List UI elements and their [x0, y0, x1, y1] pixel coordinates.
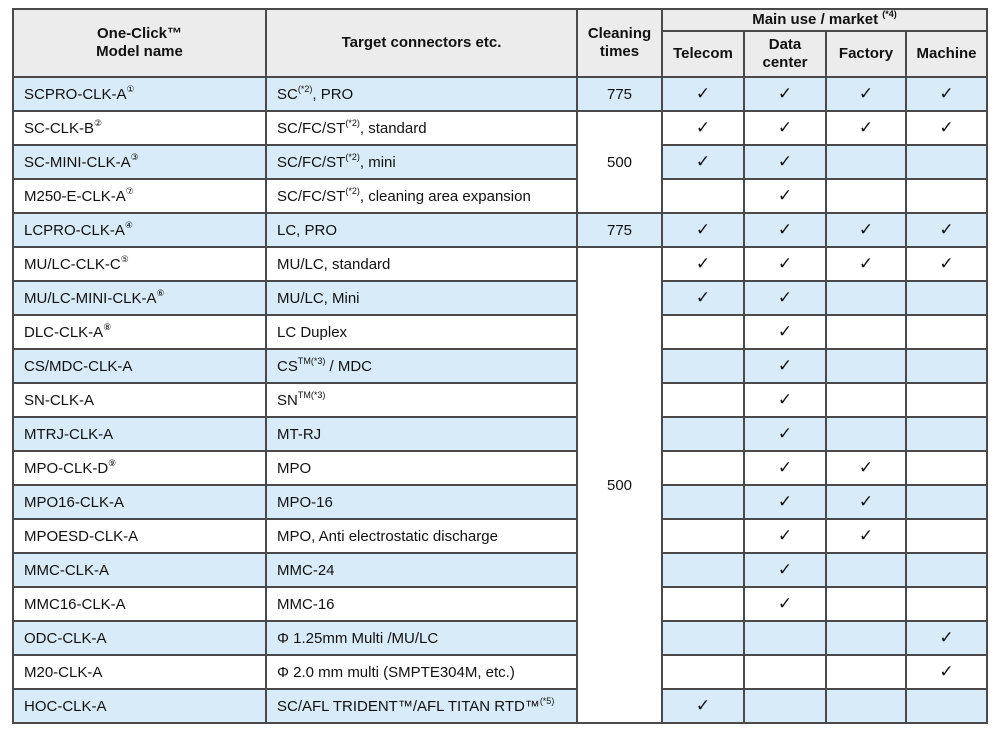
market-telecom-cell: [662, 77, 744, 111]
model-name: CS/MDC-CLK-A: [24, 357, 133, 375]
target-connector-text: LC Duplex: [277, 323, 348, 341]
model-name: MPO-CLK-D: [24, 459, 109, 477]
target-connector-cell: [266, 485, 577, 519]
market-data-center-cell: [744, 553, 826, 587]
table-row: [13, 519, 987, 553]
model-name-cell: [13, 485, 266, 519]
header-main-use-note: (*4): [882, 9, 897, 19]
table-row: [13, 621, 987, 655]
model-circled-number: ⑥: [156, 287, 165, 298]
target-connector-suffix: , PRO: [312, 85, 354, 103]
market-data-center-cell: [744, 587, 826, 621]
market-data-center-cell: [744, 77, 826, 111]
model-name-cell: [13, 281, 266, 315]
market-factory-cell: [826, 485, 906, 519]
target-connector-text: MT-RJ: [277, 425, 322, 443]
target-connector-cell: [266, 315, 577, 349]
market-telecom-cell: [662, 417, 744, 451]
target-connector-cell: [266, 349, 577, 383]
model-name: HOC-CLK-A: [24, 697, 107, 715]
check-mark-icon: ✓: [777, 594, 793, 613]
table-row: [13, 655, 987, 689]
cleaning-times-cell: 500: [577, 247, 662, 723]
market-telecom-cell: [662, 383, 744, 417]
target-connector-text: MMC-16: [277, 595, 335, 613]
header-market-factory: Factory: [826, 31, 906, 77]
model-name: SC-MINI-CLK-A: [24, 153, 131, 171]
model-name: LCPRO-CLK-A: [24, 221, 125, 239]
target-connector-cell: [266, 145, 577, 179]
model-name-cell: [13, 315, 266, 349]
target-connector-text: Φ 2.0 mm multi (SMPTE304M, etc.): [277, 663, 515, 681]
check-mark-icon: ✓: [777, 356, 793, 375]
market-machine-cell: [906, 179, 987, 213]
market-data-center-cell: [744, 145, 826, 179]
model-name: MPO16-CLK-A: [24, 493, 125, 511]
market-factory-cell: [826, 145, 906, 179]
model-name-cell: [13, 111, 266, 145]
market-data-center-cell: [744, 451, 826, 485]
market-machine-cell: [906, 621, 987, 655]
market-data-center-cell: [744, 519, 826, 553]
check-mark-icon: ✓: [777, 322, 793, 341]
market-telecom-cell: [662, 247, 744, 281]
market-factory-cell: [826, 383, 906, 417]
check-mark-icon: ✓: [695, 220, 711, 239]
check-mark-icon: ✓: [858, 118, 874, 137]
model-name-cell: [13, 383, 266, 417]
model-name-cell: [13, 179, 266, 213]
market-factory-cell: [826, 689, 906, 723]
market-factory-cell: [826, 621, 906, 655]
model-name: M20-CLK-A: [24, 663, 103, 681]
check-mark-icon: ✓: [695, 254, 711, 273]
market-data-center-cell: [744, 689, 826, 723]
target-connector-text: SC/FC/ST: [277, 119, 346, 137]
market-factory-cell: [826, 417, 906, 451]
model-circled-number: ⑦: [125, 185, 134, 196]
check-mark-icon: ✓: [777, 492, 793, 511]
check-mark-icon: ✓: [777, 220, 793, 239]
model-name-cell: [13, 621, 266, 655]
model-name: MMC16-CLK-A: [24, 595, 126, 613]
target-connector-cell: [266, 553, 577, 587]
market-telecom-cell: [662, 485, 744, 519]
check-mark-icon: ✓: [858, 526, 874, 545]
table-row: [13, 281, 987, 315]
header-main-use-label: Main use / market: [752, 11, 879, 28]
target-connector-suffix: , mini: [359, 153, 396, 171]
target-connector-cell: [266, 281, 577, 315]
market-telecom-cell: [662, 213, 744, 247]
market-telecom-cell: [662, 179, 744, 213]
model-circled-number: ②: [94, 117, 103, 128]
model-name-cell: [13, 519, 266, 553]
market-factory-cell: [826, 587, 906, 621]
table-row: [13, 417, 987, 451]
market-machine-cell: [906, 247, 987, 281]
model-name-cell: [13, 349, 266, 383]
target-connector-suffix: , cleaning area expansion: [359, 187, 531, 205]
connector-cleaner-table: [12, 8, 988, 724]
check-mark-icon: ✓: [695, 118, 711, 137]
target-connector-text: CS: [277, 357, 298, 375]
market-machine-cell: [906, 451, 987, 485]
market-machine-cell: [906, 281, 987, 315]
target-connector-cell: [266, 689, 577, 723]
target-connector-cell: [266, 417, 577, 451]
model-circled-number: ⑨: [108, 457, 117, 468]
model-name: MU/LC-CLK-C: [24, 255, 121, 273]
market-factory-cell: [826, 553, 906, 587]
market-telecom-cell: [662, 451, 744, 485]
target-connector-cell: [266, 621, 577, 655]
model-name: MMC-CLK-A: [24, 561, 109, 579]
target-footnote: (*2): [345, 117, 360, 128]
model-name: DLC-CLK-A: [24, 323, 104, 341]
target-connector-text: Φ 1.25mm Multi /MU/LC: [277, 629, 439, 647]
market-machine-cell: [906, 315, 987, 349]
target-connector-cell: [266, 587, 577, 621]
target-connector-cell: [266, 111, 577, 145]
table-row: [13, 689, 987, 723]
check-mark-icon: ✓: [939, 662, 954, 681]
market-machine-cell: [906, 77, 987, 111]
check-mark-icon: ✓: [939, 84, 954, 103]
target-connector-cell: [266, 247, 577, 281]
target-footnote: (*5): [539, 695, 555, 706]
market-data-center-cell: [744, 213, 826, 247]
target-connector-text: MPO, Anti electrostatic discharge: [277, 527, 498, 545]
check-mark-icon: ✓: [858, 492, 874, 511]
header-market-machine: Machine: [906, 31, 987, 77]
header-market-data-center: Data center: [744, 31, 826, 77]
market-telecom-cell: [662, 281, 744, 315]
target-footnote: (*2): [345, 151, 360, 162]
market-telecom-cell: [662, 553, 744, 587]
market-factory-cell: [826, 315, 906, 349]
market-telecom-cell: [662, 587, 744, 621]
target-connector-text: MPO-16: [277, 493, 333, 511]
model-name-cell: [13, 689, 266, 723]
model-circled-number: ①: [126, 83, 135, 94]
check-mark-icon: ✓: [777, 424, 793, 443]
market-machine-cell: [906, 587, 987, 621]
model-name: SN-CLK-A: [24, 391, 95, 409]
check-mark-icon: ✓: [695, 84, 711, 103]
table-row: [13, 179, 987, 213]
market-telecom-cell: [662, 519, 744, 553]
market-data-center-cell: [744, 485, 826, 519]
header-target-connectors: Target connectors etc.: [266, 9, 577, 77]
target-connector-text: LC, PRO: [277, 221, 338, 239]
table-row: [13, 315, 987, 349]
market-machine-cell: [906, 519, 987, 553]
table-row: [13, 553, 987, 587]
target-footnote: TM(*3): [297, 355, 326, 366]
target-connector-text: MU/LC, standard: [277, 255, 391, 273]
check-mark-icon: ✓: [777, 254, 793, 273]
target-connector-text: SC: [277, 85, 298, 103]
market-factory-cell: [826, 77, 906, 111]
check-mark-icon: ✓: [858, 254, 874, 273]
market-factory-cell: [826, 451, 906, 485]
market-data-center-cell: [744, 315, 826, 349]
check-mark-icon: ✓: [777, 390, 793, 409]
check-mark-icon: ✓: [695, 288, 711, 307]
model-name: MTRJ-CLK-A: [24, 425, 114, 443]
model-name: MU/LC-MINI-CLK-A: [24, 289, 157, 307]
market-factory-cell: [826, 655, 906, 689]
model-name-cell: [13, 247, 266, 281]
market-telecom-cell: [662, 689, 744, 723]
check-mark-icon: ✓: [939, 118, 954, 137]
model-name-cell: [13, 553, 266, 587]
table-row: [13, 247, 987, 281]
header-market-telecom: Telecom: [662, 31, 744, 77]
market-telecom-cell: [662, 111, 744, 145]
market-data-center-cell: [744, 655, 826, 689]
market-data-center-cell: [744, 111, 826, 145]
market-telecom-cell: [662, 621, 744, 655]
target-connector-text: SC/AFL TRIDENT™/AFL TITAN RTD™: [277, 697, 540, 715]
market-machine-cell: [906, 553, 987, 587]
market-machine-cell: [906, 383, 987, 417]
target-connector-cell: [266, 519, 577, 553]
check-mark-icon: ✓: [858, 220, 874, 239]
header-model-name: One-Click™ Model name: [13, 9, 266, 77]
header-main-use: [662, 9, 987, 31]
check-mark-icon: ✓: [939, 254, 954, 273]
cleaning-times-cell: 500: [577, 111, 662, 213]
check-mark-icon: ✓: [939, 220, 954, 239]
model-name-cell: [13, 77, 266, 111]
check-mark-icon: ✓: [777, 458, 793, 477]
check-mark-icon: ✓: [777, 288, 793, 307]
model-name-cell: [13, 417, 266, 451]
model-name-cell: [13, 145, 266, 179]
cleaning-times-cell: 775: [577, 77, 662, 111]
check-mark-icon: ✓: [939, 628, 954, 647]
check-mark-icon: ✓: [777, 186, 793, 205]
target-connector-cell: [266, 451, 577, 485]
market-data-center-cell: [744, 417, 826, 451]
check-mark-icon: ✓: [777, 560, 793, 579]
target-connector-text: MPO: [277, 459, 312, 477]
market-data-center-cell: [744, 281, 826, 315]
market-machine-cell: [906, 213, 987, 247]
check-mark-icon: ✓: [777, 118, 793, 137]
target-footnote: (*2): [345, 185, 360, 196]
target-connector-cell: [266, 179, 577, 213]
market-data-center-cell: [744, 621, 826, 655]
market-factory-cell: [826, 281, 906, 315]
market-data-center-cell: [744, 247, 826, 281]
table-row: [13, 145, 987, 179]
market-machine-cell: [906, 111, 987, 145]
market-factory-cell: [826, 213, 906, 247]
check-mark-icon: ✓: [777, 152, 793, 171]
target-footnote: TM(*3): [297, 389, 326, 400]
market-telecom-cell: [662, 655, 744, 689]
check-mark-icon: ✓: [858, 458, 874, 477]
model-name: SC-CLK-B: [24, 119, 95, 137]
market-data-center-cell: [744, 383, 826, 417]
table-row: [13, 485, 987, 519]
model-circled-number: ④: [124, 219, 133, 230]
target-connector-text: MMC-24: [277, 561, 335, 579]
target-connector-text: MU/LC, Mini: [277, 289, 360, 307]
target-connector-text: SC/FC/ST: [277, 153, 346, 171]
model-name-cell: [13, 587, 266, 621]
table-row: [13, 111, 987, 145]
table-row: [13, 451, 987, 485]
table-row: [13, 349, 987, 383]
market-factory-cell: [826, 111, 906, 145]
check-mark-icon: ✓: [777, 526, 793, 545]
table-row: [13, 77, 987, 111]
target-connector-text: SN: [277, 391, 298, 409]
model-name: MPOESD-CLK-A: [24, 527, 139, 545]
target-connector-cell: [266, 383, 577, 417]
model-name-cell: [13, 655, 266, 689]
target-footnote: (*2): [297, 83, 313, 94]
market-factory-cell: [826, 519, 906, 553]
check-mark-icon: ✓: [858, 84, 874, 103]
market-machine-cell: [906, 485, 987, 519]
table-row: [13, 587, 987, 621]
target-connector-cell: [266, 213, 577, 247]
market-data-center-cell: [744, 349, 826, 383]
check-mark-icon: ✓: [777, 84, 793, 103]
model-name: SCPRO-CLK-A: [24, 85, 127, 103]
model-name: M250-E-CLK-A: [24, 187, 126, 205]
model-circled-number: ⑤: [120, 253, 129, 264]
market-factory-cell: [826, 179, 906, 213]
table-row: [13, 213, 987, 247]
model-name: ODC-CLK-A: [24, 629, 107, 647]
market-telecom-cell: [662, 315, 744, 349]
model-name-cell: [13, 451, 266, 485]
model-circled-number: ③: [130, 151, 139, 162]
target-connector-suffix: / MDC: [325, 357, 373, 375]
market-telecom-cell: [662, 145, 744, 179]
market-machine-cell: [906, 349, 987, 383]
market-telecom-cell: [662, 349, 744, 383]
target-connector-cell: [266, 655, 577, 689]
market-factory-cell: [826, 247, 906, 281]
target-connector-suffix: , standard: [359, 119, 427, 137]
target-connector-text: SC/FC/ST: [277, 187, 346, 205]
header-cleaning-times: Cleaning times: [577, 9, 662, 77]
market-machine-cell: [906, 417, 987, 451]
model-circled-number: ⑧: [103, 321, 112, 332]
market-machine-cell: [906, 689, 987, 723]
market-machine-cell: [906, 655, 987, 689]
cleaning-times-cell: 775: [577, 213, 662, 247]
target-connector-cell: [266, 77, 577, 111]
market-factory-cell: [826, 349, 906, 383]
model-name-cell: [13, 213, 266, 247]
check-mark-icon: ✓: [695, 152, 711, 171]
table-row: [13, 383, 987, 417]
check-mark-icon: ✓: [695, 696, 711, 715]
market-data-center-cell: [744, 179, 826, 213]
table-body: [13, 77, 987, 723]
market-machine-cell: [906, 145, 987, 179]
